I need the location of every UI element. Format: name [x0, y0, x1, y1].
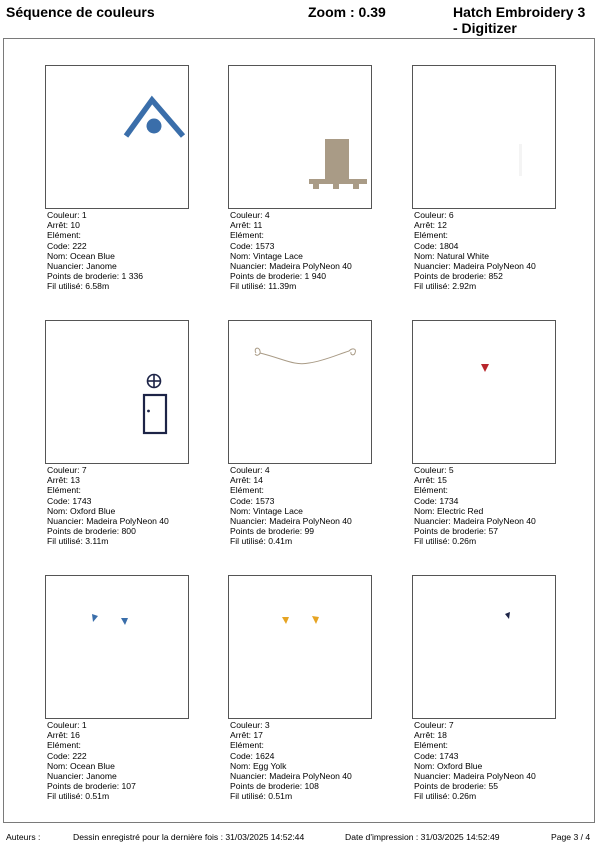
stop-number: Arrêt: 11 [230, 220, 263, 231]
stitch-count: Points de broderie: 1 940 [230, 271, 327, 282]
color-number: Couleur: 1 [47, 720, 87, 730]
element-label: Elément: [414, 230, 448, 241]
color-cell-1 [45, 65, 189, 292]
triangle-icon [413, 321, 557, 465]
thread-used: Fil utilisé: 3.11m [47, 536, 109, 547]
garland-icon [229, 321, 373, 465]
thumbnail [228, 65, 372, 209]
thread-used: Fil utilisé: 0.51m [230, 791, 293, 802]
thread-chart: Nuancier: Madeira PolyNeon 40 [230, 515, 352, 526]
page-title: Séquence de couleurs [6, 4, 155, 20]
color-cell-4 [45, 320, 189, 547]
stop-number: Arrêt: 17 [230, 730, 263, 741]
thread-used: Fil utilisé: 0.51m [47, 791, 110, 802]
thread-code: Code: 1624 [230, 750, 275, 761]
thread-chart: Nuancier: Janome [47, 770, 117, 781]
color-number: Couleur: 4 [230, 465, 270, 475]
stop-number: Arrêt: 13 [47, 475, 80, 486]
thread-name: Nom: Ocean Blue [47, 760, 115, 771]
thread-code: Code: 1743 [414, 750, 459, 761]
element-label: Elément: [230, 740, 264, 751]
thread-name: Nom: Vintage Lace [230, 250, 303, 261]
thread-chart: Nuancier: Madeira PolyNeon 40 [414, 770, 536, 781]
thread-used: Fil utilisé: 0.41m [230, 536, 293, 547]
element-label: Elément: [47, 485, 81, 496]
thumbnail [228, 320, 372, 464]
color-number: Couleur: 5 [414, 465, 454, 475]
app-name: Hatch Embroidery 3 - Digitizer [453, 4, 586, 36]
eye-triangles-icon [229, 576, 373, 720]
zoom-level: Zoom : 0.39 [308, 4, 386, 20]
stop-number: Arrêt: 10 [47, 220, 80, 231]
element-label: Elément: [230, 485, 264, 496]
thread-chart: Nuancier: Madeira PolyNeon 40 [414, 515, 536, 526]
stitch-count: Points de broderie: 55 [414, 781, 499, 792]
color-cell-7 [45, 575, 189, 802]
thread-code: Code: 1743 [47, 495, 92, 506]
stitch-count: Points de broderie: 99 [230, 526, 315, 537]
thumbnail [412, 65, 556, 209]
thread-code: Code: 1573 [230, 495, 275, 506]
color-number: Couleur: 6 [414, 210, 454, 220]
eye-triangles-icon [46, 576, 190, 720]
color-cell-5 [228, 320, 372, 547]
thumbnail [412, 320, 556, 464]
element-label: Elément: [414, 740, 448, 751]
thread-used: Fil utilisé: 6.58m [47, 281, 110, 292]
door-icon [46, 321, 190, 465]
color-cell-6 [412, 320, 556, 547]
thread-chart: Nuancier: Madeira PolyNeon 40 [47, 515, 169, 526]
stitch-count: Points de broderie: 57 [414, 526, 499, 537]
stop-number: Arrêt: 14 [230, 475, 263, 486]
thread-name: Nom: Oxford Blue [47, 505, 116, 516]
thread-name: Nom: Egg Yolk [230, 760, 287, 771]
thread-chart: Nuancier: Janome [47, 260, 117, 271]
thread-used: Fil utilisé: 11.39m [230, 281, 297, 292]
element-label: Elément: [230, 230, 264, 241]
stitch-count: Points de broderie: 800 [47, 526, 136, 537]
element-label: Elément: [47, 740, 81, 751]
footer-print-date: Date d'impression : 31/03/2025 14:52:49 [345, 832, 500, 842]
pupil-triangle-icon [413, 576, 557, 720]
thread-used: Fil utilisé: 0.26m [414, 536, 477, 547]
thread-name: Nom: Vintage Lace [230, 505, 303, 516]
thread-name: Nom: Natural White [414, 250, 489, 261]
thread-code: Code: 1804 [414, 240, 459, 251]
thread-code: Code: 1734 [414, 495, 459, 506]
footer-saved-date: Dessin enregistré pour la dernière fois : 31/03/2025 14:52:44 [73, 832, 305, 842]
stop-number: Arrêt: 18 [414, 730, 447, 741]
thread-name: Nom: Oxford Blue [414, 760, 483, 771]
thumbnail [228, 575, 372, 719]
color-number: Couleur: 7 [47, 465, 87, 475]
footer-page-number: Page 3 / 4 [551, 832, 591, 842]
thread-code: Code: 222 [47, 750, 87, 761]
thread-chart: Nuancier: Madeira PolyNeon 40 [414, 260, 536, 271]
stitch-count: Points de broderie: 108 [230, 781, 319, 792]
stitch-count: Points de broderie: 1 336 [47, 271, 144, 282]
color-cell-9 [412, 575, 556, 802]
color-cell-3 [412, 65, 556, 292]
color-number: Couleur: 1 [47, 210, 87, 220]
color-number: Couleur: 4 [230, 210, 270, 220]
stitch-count: Points de broderie: 107 [47, 781, 136, 792]
footer-authors: Auteurs : [6, 832, 41, 842]
thread-chart: Nuancier: Madeira PolyNeon 40 [230, 770, 352, 781]
thread-name: Nom: Electric Red [414, 505, 484, 516]
stitch-count: Points de broderie: 852 [414, 271, 503, 282]
thread-used: Fil utilisé: 2.92m [414, 281, 477, 292]
thumbnail [45, 320, 189, 464]
thread-code: Code: 222 [47, 240, 87, 251]
element-label: Elément: [414, 485, 448, 496]
thread-used: Fil utilisé: 0.26m [414, 791, 477, 802]
thread-code: Code: 1573 [230, 240, 275, 251]
chimney-icon [229, 66, 373, 210]
stop-number: Arrêt: 12 [414, 220, 447, 231]
color-cell-2 [228, 65, 372, 292]
stop-number: Arrêt: 15 [414, 475, 447, 486]
thumbnail [45, 575, 189, 719]
stop-number: Arrêt: 16 [47, 730, 80, 741]
element-label: Elément: [47, 230, 81, 241]
thumbnail [412, 575, 556, 719]
color-cell-8 [228, 575, 372, 802]
color-number: Couleur: 7 [414, 720, 454, 730]
white-line-icon [413, 66, 557, 210]
thread-name: Nom: Ocean Blue [47, 250, 115, 261]
roof-icon [46, 66, 190, 210]
color-number: Couleur: 3 [230, 720, 270, 730]
thread-chart: Nuancier: Madeira PolyNeon 40 [230, 260, 352, 271]
thumbnail [45, 65, 189, 209]
